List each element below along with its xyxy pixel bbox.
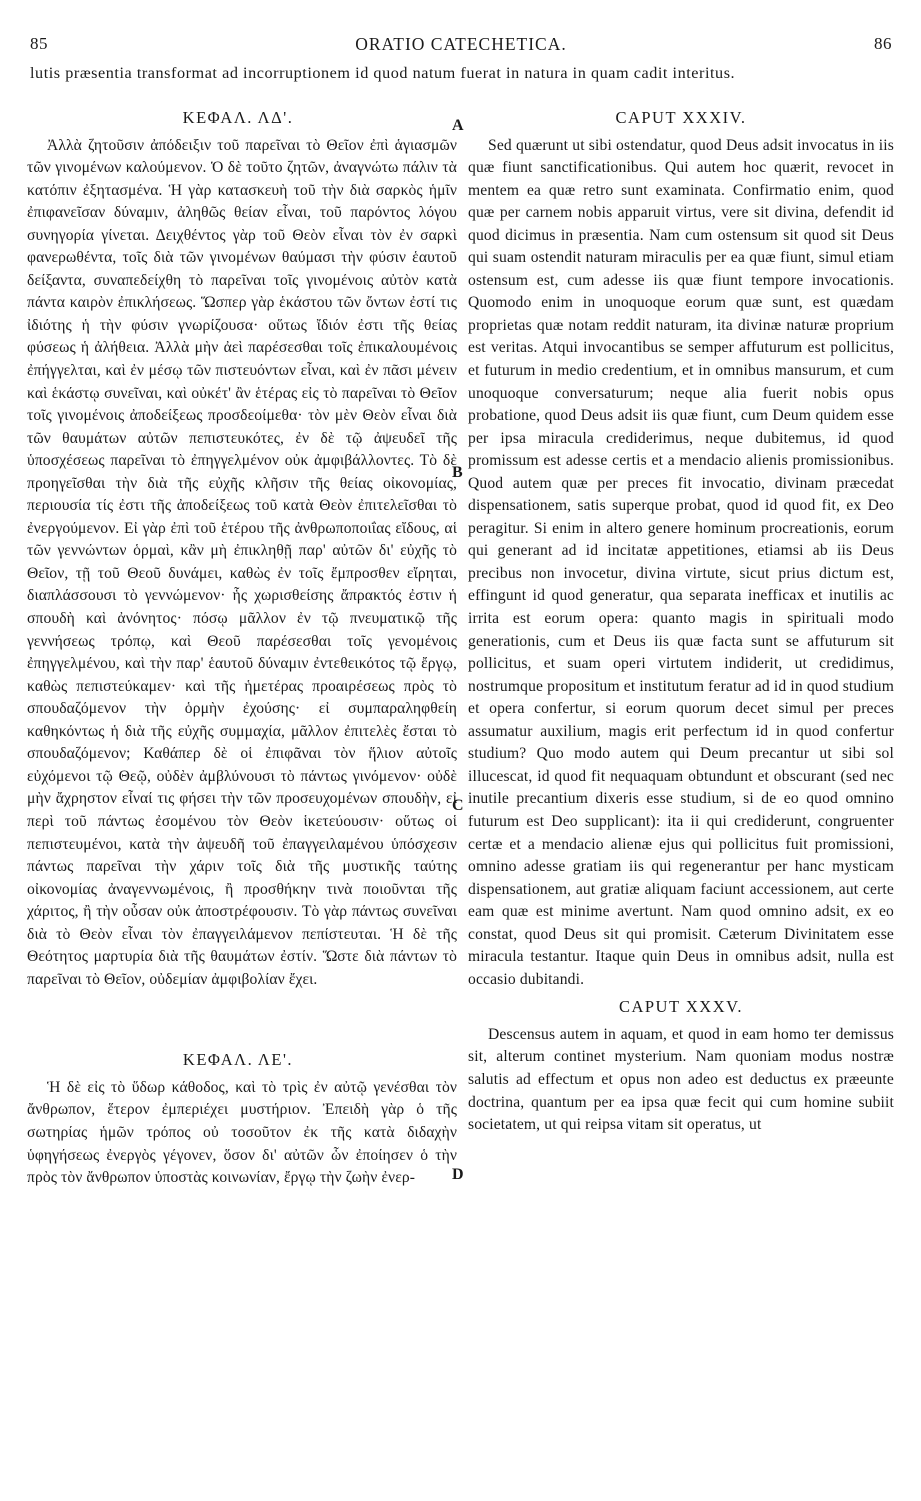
margin-letter-c: C xyxy=(452,797,464,814)
greek-chapter-34-text: Ἀλλὰ ζητοῦσιν ἀπόδειξιν τοῦ παρεῖναι τὸ Θεῖον ἐπὶ ἁγιασμῶν τῶν γινομένων καλούμενον. Ὁ δὲ τοῦτο ζητῶν, ἀναγνώτω πάλιν τὰ κατόπιν ἐξητασμένα. Ἡ γὰρ κατασκευὴ τοῦ τὴν διὰ σαρκὸς ἡμῖν ἐπιφανεῖσαν δύναμιν, ἀληθῶς θείαν εἶναι, τοῦ παρόντος λόγου συνηγορία γίνεται. Δειχθέντος γὰρ τοῦ Θεὸν εἶναι τὸν ἐν σαρκὶ φανερωθέντα, τοῖς διὰ τῶν γινομένων θαύμασι τὴν φύσιν ἑαυτοῦ δείξαντα, συναπεδείχθη τὸ παρεῖναι τοῖς γινομένοις αὐτὸν κατὰ πάντα καιρὸν ἐπικλήσεως. Ὥσπερ γὰρ ἑκάστου τῶν ὄντων ἐστί τις ἰδιότης ἡ τὴν φύσιν γνωρίζουσα· οὕτως ἴδιόν ἐστι τῆς θείας φύσεως ἡ ἀλήθεια. Ἀλλὰ μὴν ἀεὶ παρέσεσθαι τοῖς ἐπικαλουμένοις ἐπήγγελται, καὶ ἐν μέσῳ τῶν πιστευόντων εἶναι, καὶ ἐν πᾶσι μένειν καὶ ἑκάστῳ συνεῖναι, καὶ οὐκέτ' ἂν ἑτέρας εἰς τὸ παρεῖναι τὸ Θεῖον τοῖς γινομένοις ἀποδείξεως προσδεοίμεθα· τὸν μὲν Θεὸν εἶναι διὰ τῶν θαυμάτων αὐτῶν πεπιστευκότες, ἐν δὲ τῷ ἀψευδεῖ τῆς ὑποσχέσεως παρεῖναι τὸ ἐπηγγελμένον οὐκ ἀμφιβάλλοντες. Τὸ δὲ προηγεῖσθαι τὴν διὰ τῆς εὐχῆς κλῆσιν τῆς θείας οἰκονομίας, περιουσία τίς ἐστι τῆς ἀποδείξεως τοῦ κατὰ Θεὸν ἐπιτελεῖσθαι τὸ ἐνεργούμενον. Εἰ γὰρ ἐπὶ τοῦ ἑτέρου τῆς ἀνθρωποποιΐας εἴδους, αἱ τῶν γεννώντων ὁρμαὶ, κἂν μὴ ἐπικληθῇ παρ' αὐτῶν δι' εὐχῆς τὸ Θεῖον, τῇ τοῦ Θεοῦ δυνάμει, καθὼς ἐν τοῖς ἔμπροσθεν εἴρηται, διαπλάσσουσι τὸ γεννώμενον· ἧς χωρισθείσης ἄπρακτός ἐστιν ἡ σπουδὴ καὶ ἀνόνητος· πόσῳ μᾶλλον ἐν τῷ πνευματικῷ τῆς γεννήσεως τρόπῳ, καὶ Θεοῦ παρέσεσθαι τοῖς γενομένοις ἐπηγγελμένου, καὶ τὴν παρ' ἑαυτοῦ δύναμιν ἐντεθεικότος τῷ ἔργῳ, καθὼς πεπιστεύκαμεν· καὶ τῆς ἡμετέρας προαιρέσεως πρὸς τὸ σπουδαζόμενον τὴν ὁρμὴν ἐχούσης· εἰ συμπαραληφθείη καθηκόντως ἡ διὰ τῆς εὐχῆς συμμαχία, μᾶλλον ἐπιτελὲς ἔσται τὸ σπουδαζόμενον; Καθάπερ δὲ οἱ ἐπιφᾶναι τὸν ἥλιον αὐτοῖς εὐχόμενοι τῷ Θεῷ, οὐδὲν ἀμβλύνουσι τὸ πάντως γινόμενον· οὐδὲ μὴν ἄχρηστον εἶναί τις φήσει τὴν τῶν προσευχομένων σπουδὴν, εἰ περὶ τοῦ πάντως ἐσομένου τὸν Θεὸν ἱκετεύουσιν· οὕτως οἱ πεπιστευμένοι, κατὰ τὴν ἀψευδῆ τοῦ ἐπαγγειλαμένου ὑπόσχεσιν πάντως παρεῖναι τὴν χάριν τοῖς διὰ τῆς μυστικῆς ταύτης οἰκονομίας ἀναγεννωμένοις, ἢ προσθήκην τινὰ ποιοῦνται τῆς χάριτος, ἢ τὴν οὖσαν οὐκ ἀποστρέφουσιν. Τὸ γὰρ πάντως συνεῖναι διὰ τὸ Θεὸν εἶναι τὸν ἐπαγγειλάμενον πεπίστευται. Ἡ δὲ τῆς Θεότητος μαρτυρία διὰ τῆς θαυμάτων ἐστίν. Ὥστε διὰ πάντων τὸ παρεῖναι τὸ Θεῖον, οὐδεμίαν ἀμφιβολίαν ἔχει. xyxy=(27,136,457,988)
latin-chapter-34-heading: CAPUT XXXIV. xyxy=(615,108,747,127)
greek-chapter-34-heading: ΚΕΦΑΛ. ΛΔ'. xyxy=(182,108,294,127)
running-header xyxy=(30,34,892,58)
latin-chapter-34-text: Sed quærunt ut sibi ostendatur, quod Deus adsit invocatus in iis quæ fiunt sanctificationibus. Qui autem hoc quærit, revocet in mentem ea quæ retro sunt examinata. Confirmatio enim, quod quæ per carnem nobis apparuit virtus, vere sit divina, defendit id quod dicimus in præsentia. Nam cum ostensum sit quod sit Deus qui suam ostendit naturam miraculis per ea quæ fiunt, simul etiam ostensum est, cum adesse iis quæ fiunt tempore invocationis. Quomodo enim in unoquoque eorum quæ sunt, est quædam proprietas quæ notam reddit naturam, ita divinæ naturæ proprium est veritas. Atqui invocantibus se semper affuturum est pollicitus, et futurum in medio credentium, et in omnibus mansurum, et cum unoquoque conversaturum; neque alia fuerit nobis opus probatione, quod Deus adsit iis quæ fiunt, cum Deum quidem esse per ipsa miracula crediderimus, neque dubitemus, id quod promissum est adesse certis et a mendacio alienis promissionibus. Quod autem quæ per preces fit invocatio, divinam præcedat dispensationem, satis superque probat, quod id quod fit, ex Deo peragitur. Si enim in altero genere hominum procreationis, eorum qui generant ad id incitatæ appetitiones, etiamsi ab iis Deus precibus non invocetur, divina virtute, sicut prius dictum est, effingunt id quod generatur, qua separata inefficax et inutilis ac irrita est eorum opera: quanto magis in spirituali modo generationis, cum et Deus iis quæ facta sunt se affuturum sit pollicitus, et suam operi virtutem indiderit, ut credidimus, nostrumque propositum et institutum feratur ad id in quod studium et opera confertur, si eorum quorum decet simul per preces assumatur auxilium, magis erit perfectum id in quod confertur studium? Quo modo autem qui Deum precantur ut sibi sol illucescat, id quod fit nequaquam obtundunt et obscurant (sed nec inutile precantium dixeris esse studium, si de eo quod omnino futurum est Deo supplicant): ita ii qui crediderunt, congruenter certæ et a mendacio alienæ ejus qui pollicitus fuit promissioni, omnino adesse gratiam iis qui regenerantur per hanc mysticam dispensationem, aut gratiæ aliquam faciunt accessionem, aut certe eam quæ est minime avertunt. Nam quod omnino adsit, ex eo constat, quod Deus sit qui promisit. Cæterum Divinitatem esse miracula testantur. Itaque quin Deus in omnibus adsit, nulla est occasio dubitandi. xyxy=(468,136,894,988)
greek-chapter-35-text: Ἡ δὲ εἰς τὸ ὕδωρ κάθοδος, καὶ τὸ τρὶς ἐν αὐτῷ γενέσθαι τὸν ἄνθρωπον, ἕτερον ἐμπεριέχει μυστήριον. Ἐπειδὴ γὰρ ὁ τῆς σωτηρίας ἡμῶν τρόπος οὐ τοσοῦτον ἐκ τῆς κατὰ διδαχὴν ὑφηγήσεως ἐνεργὸς γέγονεν, ὅσον δι' αὐτῶν ὧν ἐποίησεν ὁ τὴν πρὸς τὸν ἄνθρωπον ὑποστὰς κοινωνίαν, ἔργῳ τὴν ζωὴν ἐνερ- xyxy=(27,1078,457,1187)
page-number-left: 85 xyxy=(30,34,48,53)
margin-letter-b: B xyxy=(452,464,463,481)
margin-letter-d: D xyxy=(452,1166,464,1183)
page-number-right: 86 xyxy=(874,34,892,53)
carry-over-line: lutis præsentia transformat ad incorruptionem id quod natum fuerat in natura in quam cadit interitus. xyxy=(30,64,736,82)
running-title: ORATIO CATECHETICA. xyxy=(355,34,567,54)
greek-chapter-35-heading: ΚΕΦΑΛ. ΛΕ'. xyxy=(182,1050,294,1070)
greek-column xyxy=(27,107,457,1190)
margin-letter-a: A xyxy=(452,117,464,134)
latin-chapter-35-heading: CAPUT XXXV. xyxy=(618,997,744,1017)
latin-chapter-35-text: Descensus autem in aquam, et quod in eam homo ter demissus sit, alterum continet mysterium. Nam quoniam modus nostræ salutis ad effectum et opus non adeo est deductus ex præeunte doctrina, quantum per ea ipsa quæ fecit qui cum homine subiit societatem, ut qui reipsa vitam sit operatus, ut xyxy=(468,1025,894,1134)
latin-column xyxy=(468,107,894,1137)
